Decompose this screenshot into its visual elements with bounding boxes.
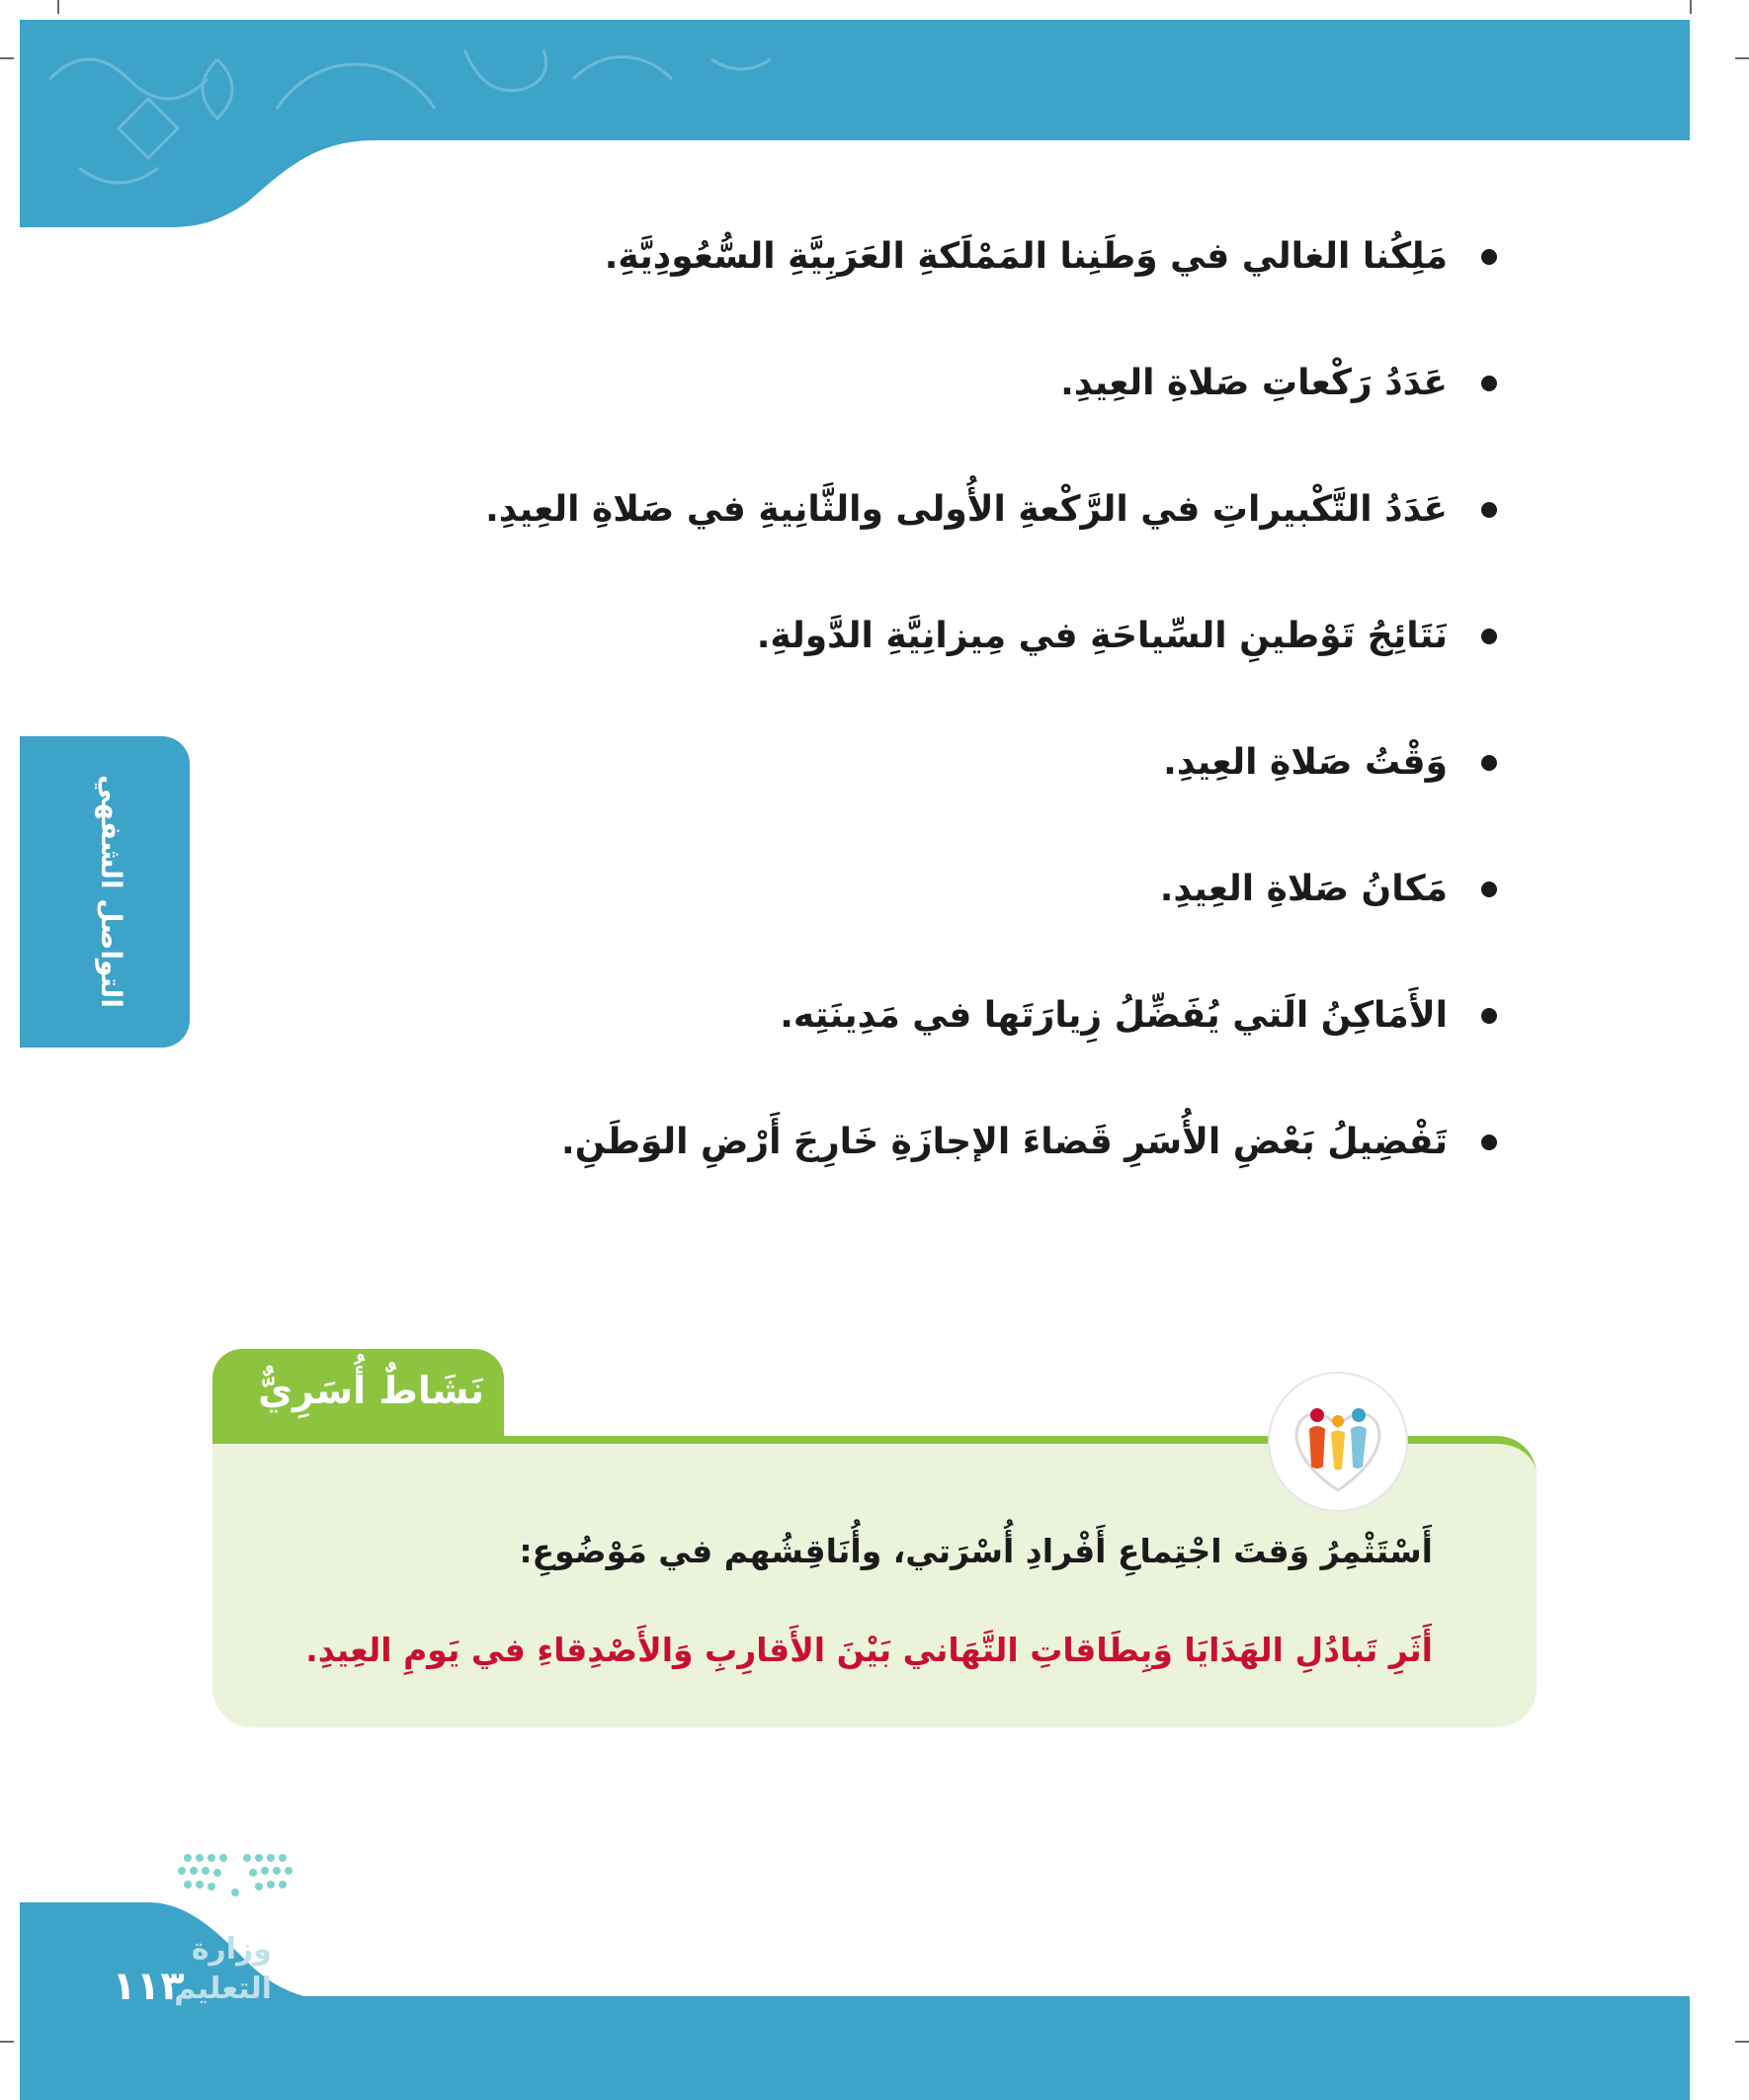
list-item-text: تَفْضِيلُ بَعْضِ الأُسَرِ قَضاءَ الإجازَةِ خَارِجَ أَرْضِ الوَطَنِ. bbox=[561, 1122, 1448, 1162]
list-item bbox=[296, 480, 1497, 607]
bullet-icon bbox=[1481, 882, 1497, 897]
list-item bbox=[296, 1113, 1497, 1239]
bullet-icon bbox=[1481, 1008, 1497, 1024]
page-number: ١١٣ bbox=[112, 1964, 185, 2009]
ministry-name: وزارة التعليم bbox=[174, 1932, 272, 2006]
activity-topic: أَثَرِ تَبادُلِ الهَدَايَا وَبِطَاقاتِ التَّهَاني بَيْنَ الأَقارِبِ وَالأَصْدِقاءِ في يَومِ العِيدِ. bbox=[305, 1631, 1433, 1669]
footer-band bbox=[20, 1996, 1690, 2100]
crop-mark bbox=[1735, 2041, 1749, 2043]
bullet-icon bbox=[1481, 755, 1497, 771]
list-item-text: مَلِكُنا الغالي في وَطَنِنا المَمْلَكةِ العَرَبِيَّةِ السُّعُودِيَّةِ. bbox=[604, 236, 1448, 277]
crop-mark bbox=[57, 0, 59, 14]
list-item bbox=[296, 860, 1497, 986]
crop-mark bbox=[1735, 57, 1749, 59]
bullet-icon bbox=[1481, 376, 1497, 391]
discussion-bullet-list bbox=[296, 227, 1497, 1239]
activity-instruction: أَسْتَثْمِرُ وَقتَ اجْتِماعِ أَفْرادِ أُسْرَتي، وأُنَاقِشُهم في مَوْضُوعِ: bbox=[519, 1532, 1433, 1570]
list-item bbox=[296, 986, 1497, 1113]
bullet-icon bbox=[1481, 1134, 1497, 1150]
family-heart-icon bbox=[1268, 1372, 1408, 1512]
crop-mark bbox=[0, 2041, 14, 2043]
list-item-text: وَقْتُ صَلاةِ العِيدِ. bbox=[1163, 742, 1448, 783]
list-item bbox=[296, 354, 1497, 480]
bullet-icon bbox=[1481, 249, 1497, 265]
crop-mark bbox=[1690, 0, 1692, 14]
chapter-label: التواصل الشفهي bbox=[95, 774, 127, 1009]
list-item-text: نَتَائِجُ تَوْطينِ السِّياحَةِ في مِيزانِيَّةِ الدَّولةِ. bbox=[756, 616, 1448, 656]
crop-mark bbox=[0, 57, 14, 59]
list-item-text: عَدَدُ رَكْعاتِ صَلاةِ العِيدِ. bbox=[1060, 363, 1448, 403]
header-band bbox=[20, 20, 1690, 227]
bullet-icon bbox=[1481, 502, 1497, 518]
list-item-text: الأَمَاكِنُ الَتي يُفَضِّلُ زِيارَتَها في مَدِينَتِه. bbox=[780, 995, 1448, 1036]
bullet-icon bbox=[1481, 629, 1497, 644]
list-item bbox=[296, 607, 1497, 733]
activity-title: نَشَاطٌ أُسَرِيٌّ bbox=[258, 1369, 484, 1412]
list-item-text: مَكانُ صَلاةِ العِيدِ. bbox=[1159, 869, 1448, 909]
list-item bbox=[296, 733, 1497, 860]
list-item bbox=[296, 227, 1497, 354]
list-item-text: عَدَدُ التَّكْبيراتِ في الرَّكْعةِ الأُولى والثَّانِيةِ في صَلاةِ العِيدِ. bbox=[485, 489, 1448, 530]
